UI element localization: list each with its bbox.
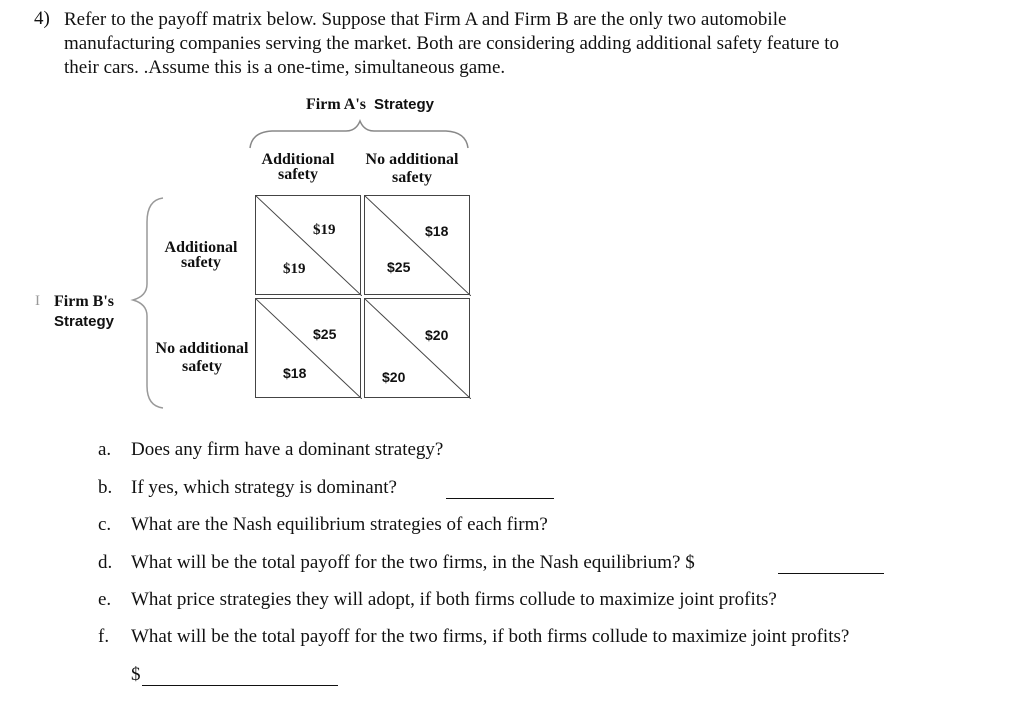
payoff-cell-r2c1 bbox=[255, 298, 361, 398]
payoff-firm-a: $18 bbox=[425, 223, 449, 239]
subquestion-b-letter: b. bbox=[98, 477, 113, 498]
payoff-firm-a: $19 bbox=[313, 222, 336, 238]
question-number: 4) bbox=[34, 8, 50, 29]
payoff-cell-r1c2 bbox=[364, 195, 470, 295]
answer-blank-b[interactable] bbox=[446, 480, 554, 499]
subquestion-f-letter: f. bbox=[98, 626, 110, 647]
payoff-firm-b: $19 bbox=[283, 261, 306, 277]
firm-b-name: Firm B's bbox=[54, 293, 114, 310]
subquestion-d-letter: d. bbox=[98, 552, 113, 573]
payoff-firm-a: $25 bbox=[313, 326, 337, 342]
payoff-firm-a: $20 bbox=[425, 327, 449, 343]
question-line-3: their cars. .Assume this is a one-time, simultaneous game. bbox=[64, 57, 506, 78]
question-line-2: manufacturing companies serving the market. Both are considering adding additional safety feature to bbox=[64, 33, 840, 54]
cell-diagonal bbox=[256, 196, 362, 296]
payoff-cell-r2c2 bbox=[364, 298, 470, 398]
payoff-cell-r1c1 bbox=[255, 195, 361, 295]
cell-diagonal bbox=[365, 196, 471, 296]
answer-blank-f[interactable] bbox=[142, 667, 338, 686]
subquestion-e-text: What price strategies they will adopt, if both firms collude to maximize joint profits? bbox=[131, 589, 777, 610]
cell-diagonal bbox=[365, 299, 471, 399]
final-dollar-sign: $ bbox=[131, 664, 141, 685]
firm-b-strategy-word: Strategy bbox=[54, 313, 115, 330]
subquestion-a-text: Does any firm have a dominant strategy? bbox=[131, 439, 444, 460]
subquestion-c-text: What are the Nash equilibrium strategies of each firm? bbox=[131, 514, 548, 535]
row-header-additional-safety: Additional safety bbox=[164, 239, 238, 271]
subquestion-b-text: If yes, which strategy is dominant? bbox=[131, 477, 397, 498]
payoff-firm-b: $20 bbox=[382, 369, 406, 385]
cell-diagonal bbox=[256, 299, 362, 399]
row-header-no-additional-safety: No additional safety bbox=[155, 340, 249, 375]
subquestion-c-letter: c. bbox=[98, 514, 112, 535]
firm-a-label: Firm A's Strategy bbox=[306, 96, 435, 113]
payoff-firm-b: $25 bbox=[387, 259, 411, 275]
subquestion-a-letter: a. bbox=[98, 439, 112, 460]
col-header-no-additional-safety: No additional safety bbox=[365, 151, 459, 186]
question-line-1: Refer to the payoff matrix below. Suppose that Firm A and Firm B are the only two automobile bbox=[64, 9, 787, 30]
payoff-firm-b: $18 bbox=[283, 365, 307, 381]
col-header-additional-safety: Additional safety bbox=[261, 151, 335, 183]
firm-b-marker: I bbox=[35, 293, 40, 309]
subquestion-d-text: What will be the total payoff for the two firms, in the Nash equilibrium? $ bbox=[131, 552, 695, 573]
subquestion-e-letter: e. bbox=[98, 589, 112, 610]
answer-blank-d[interactable] bbox=[778, 555, 884, 574]
subquestion-f-text: What will be the total payoff for the two firms, if both firms collude to maximize joint profits? bbox=[131, 626, 850, 647]
